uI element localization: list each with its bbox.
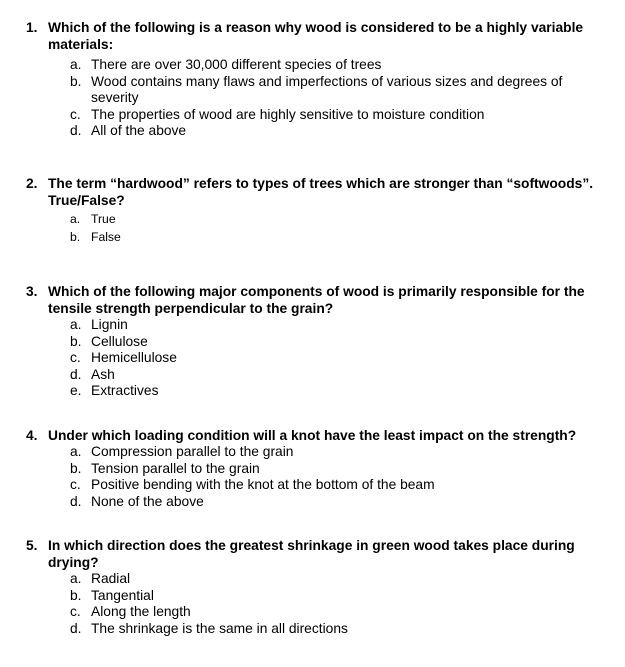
- question-1-stem: [0, 19, 608, 53]
- option-c[interactable]: [0, 477, 591, 494]
- answer-options: [0, 57, 625, 140]
- option-e[interactable]: [0, 383, 591, 400]
- option-letter: a.: [70, 317, 82, 332]
- question-text: Under which loading condition will a knot have the least impact on the strength?: [48, 428, 577, 443]
- option-letter: c.: [70, 477, 81, 492]
- question-number: 4.: [26, 428, 38, 443]
- question-text: In which direction does the greatest shrinkage in green wood takes place during drying?: [48, 538, 575, 570]
- option-a[interactable]: [0, 571, 591, 588]
- option-c[interactable]: [0, 350, 591, 367]
- option-letter: b.: [70, 73, 82, 89]
- question-3-stem: [0, 283, 608, 317]
- option-b[interactable]: [0, 588, 591, 605]
- question-number: 2.: [26, 176, 38, 191]
- question-3: [0, 283, 625, 400]
- option-letter: c.: [70, 106, 81, 122]
- option-text: None of the above: [91, 493, 204, 509]
- option-text: Hemicellulose: [91, 350, 177, 365]
- question-text: The term “hardwood” refers to types of trees which are stronger than “softwoods”. True/False?: [48, 176, 594, 208]
- question-number: 1.: [26, 20, 38, 35]
- option-letter: b.: [70, 333, 82, 349]
- option-a[interactable]: [0, 57, 591, 74]
- option-letter: b.: [70, 587, 82, 603]
- option-text: Ash: [91, 366, 115, 382]
- option-letter: a.: [70, 57, 82, 72]
- answer-options: [0, 210, 625, 246]
- option-letter: c.: [70, 604, 81, 619]
- question-number: 3.: [26, 284, 38, 299]
- option-letter: d.: [70, 366, 82, 382]
- option-letter: d.: [70, 493, 82, 509]
- option-letter: c.: [70, 350, 81, 365]
- answer-options: [0, 317, 625, 400]
- option-letter: d.: [70, 620, 82, 636]
- option-text: There are over 30,000 different species of trees: [91, 57, 382, 72]
- question-5-stem: [0, 537, 608, 571]
- option-text: Wood contains many flaws and imperfections of various sizes and degrees of severity: [91, 73, 563, 105]
- question-4-stem: [0, 427, 618, 444]
- question-text: Which of the following is a reason why wood is considered to be a highly variable materials:: [48, 20, 584, 52]
- question-4: [0, 427, 625, 510]
- option-d[interactable]: [0, 621, 591, 638]
- option-letter: b.: [70, 460, 82, 476]
- answer-options: [0, 444, 625, 510]
- option-text: Tension parallel to the grain: [91, 460, 260, 476]
- option-c[interactable]: [0, 107, 591, 124]
- option-text: Radial: [91, 571, 131, 586]
- option-text: The shrinkage is the same in all directions: [91, 620, 348, 636]
- question-2: [0, 175, 625, 246]
- option-b[interactable]: [0, 461, 591, 478]
- option-text: All of the above: [91, 123, 187, 138]
- option-b[interactable]: [0, 228, 591, 246]
- option-text: True: [91, 212, 116, 226]
- option-text: Lignin: [91, 317, 128, 332]
- option-a[interactable]: [0, 444, 591, 461]
- option-a[interactable]: [0, 210, 591, 228]
- option-text: Extractives: [91, 383, 159, 398]
- option-letter: e.: [70, 383, 82, 398]
- option-letter: d.: [70, 123, 82, 138]
- option-text: Compression parallel to the grain: [91, 444, 294, 459]
- option-text: The properties of wood are highly sensitive to moisture condition: [91, 106, 485, 122]
- question-2-stem: [0, 175, 608, 209]
- option-a[interactable]: [0, 317, 591, 334]
- question-1: [0, 19, 625, 140]
- option-letter: a.: [70, 444, 82, 459]
- option-b[interactable]: [0, 334, 591, 351]
- question-text: Which of the following major components of wood is primarily responsible for the tensile strength perpendicular to the grain?: [48, 284, 585, 316]
- question-number: 5.: [26, 538, 38, 553]
- option-text: Tangential: [91, 587, 154, 603]
- option-d[interactable]: [0, 494, 591, 511]
- option-text: Positive bending with the knot at the bottom of the beam: [91, 477, 435, 492]
- option-text: Along the length: [91, 604, 191, 619]
- question-5: [0, 537, 625, 637]
- option-letter: a.: [70, 212, 81, 226]
- answer-options: [0, 571, 625, 637]
- option-c[interactable]: [0, 604, 591, 621]
- option-b[interactable]: [0, 74, 591, 107]
- option-text: False: [91, 230, 121, 244]
- option-d[interactable]: [0, 367, 591, 384]
- option-letter: b.: [70, 230, 81, 244]
- option-d[interactable]: [0, 123, 591, 140]
- option-text: Cellulose: [91, 333, 148, 349]
- option-letter: a.: [70, 571, 82, 586]
